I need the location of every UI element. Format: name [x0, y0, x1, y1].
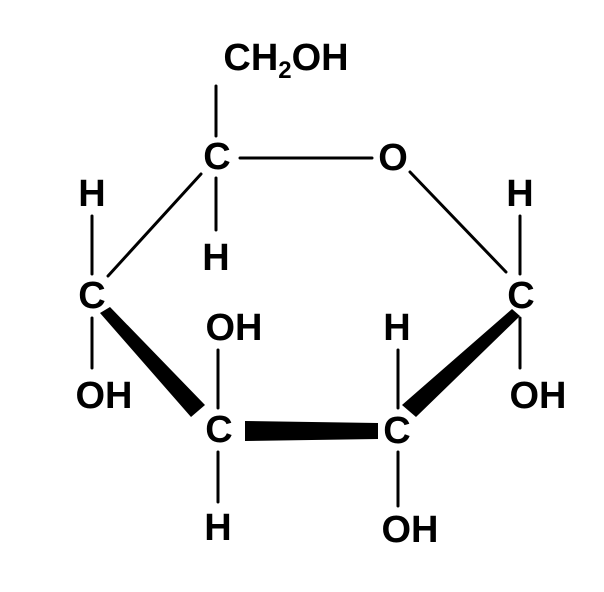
c3-hydrogen: H	[204, 507, 232, 549]
ch2oh-oh: OH	[291, 37, 349, 79]
c2-hydroxyl: OH	[381, 509, 439, 551]
c3-hydroxyl: OH	[205, 307, 263, 349]
ring-carbon-c5: C	[203, 136, 231, 178]
bond-c5-c4	[108, 174, 201, 276]
ch2oh-label	[223, 37, 348, 84]
ring-carbon-c1: C	[507, 275, 535, 317]
ch2oh-subscript: 2	[278, 56, 292, 84]
ring-carbon-c2: C	[383, 410, 411, 452]
wedge-bond-c3-c2	[245, 421, 378, 441]
ring-carbon-c4: C	[78, 275, 106, 317]
c4-hydrogen: H	[78, 173, 106, 215]
bond-o-c1	[410, 172, 506, 272]
c5-hydrogen: H	[202, 237, 230, 279]
c1-hydroxyl: OH	[509, 375, 567, 417]
c4-hydroxyl: OH	[75, 375, 133, 417]
c2-hydrogen: H	[383, 307, 411, 349]
wedge-bond-c2-c1	[402, 309, 520, 417]
c1-hydrogen: H	[506, 173, 534, 215]
ring-carbon-c3: C	[205, 409, 233, 451]
ch2oh-ch: CH	[223, 37, 279, 79]
ring-oxygen: O	[378, 137, 408, 179]
